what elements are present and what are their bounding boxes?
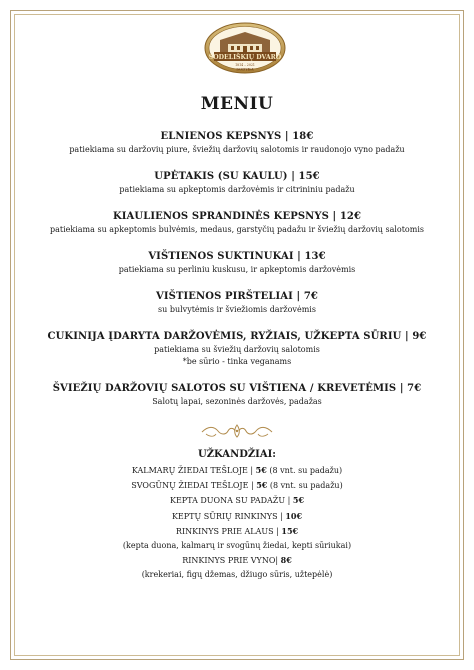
snack-name: KEPTŲ SŪRIŲ RINKINYS |	[171, 511, 286, 521]
snack-name: RINKINYS PRIE VYNO|	[182, 556, 281, 566]
snack-item	[0, 478, 474, 493]
snack-price: 10€	[285, 510, 303, 521]
menu-content	[0, 130, 474, 583]
menu-title: MENIU	[200, 94, 274, 114]
dish-description: patiekiama su apkeptomis daržovėmis ir citrininiu padažu	[119, 185, 355, 194]
logo-years-text: 1814 – 2021	[235, 63, 255, 67]
dish-name: CUKINIJA ĮDARYTA DARŽOVĖMIS, RYŽIAIS, UŽKEPTA SŪRIU | 9€	[47, 331, 427, 342]
snack-item	[0, 493, 474, 508]
snack-item	[0, 553, 474, 568]
snack-name: KEPTA DUONA SU PADAŽU |	[169, 496, 293, 506]
snack-item	[0, 509, 474, 524]
snack-name: RINKINYS PRIE ALAUS |	[175, 526, 282, 536]
snack-item	[0, 463, 474, 478]
dish-name: ŠVIEŽIŲ DARŽOVIŲ SALOTOS SU VIŠTIENA / KREVETĖMIS | 7€	[52, 383, 422, 394]
snack-note: (krekeriai, figų džemas, džiugo sūris, užtepėlė)	[141, 570, 333, 580]
snack-item-details	[0, 539, 474, 553]
flourish-divider-icon	[200, 422, 274, 440]
dish-description: patiekiama su apkeptomis bulvėmis, medaus, garstyčių padažu ir šviežių daržovių salotomis	[49, 225, 424, 234]
snack-note: (kepta duona, kalmarų ir svogūnų žiedai, kepti sūriukai)	[122, 541, 352, 551]
dish-name: UPĖTAKIS (SU KAULU) | 15€	[154, 171, 320, 182]
dish-item	[0, 382, 474, 408]
snack-price: 8€	[280, 555, 292, 566]
dish-description: patiekiama su daržovių piure, šviežių daržovių salotomis ir raudonojo vyno padažu	[69, 145, 405, 154]
dish-item	[0, 330, 474, 368]
logo-sub-text: SODYBA	[236, 67, 254, 72]
dish-name: ELNIENOS KEPSNYS | 18€	[160, 131, 314, 142]
dish-item	[0, 250, 474, 276]
snack-note: (8 vnt. su padažu)	[267, 481, 343, 491]
dish-name: KIAULIENOS SPRANDINĖS KEPSNYS | 12€	[112, 211, 362, 222]
snacks-heading: UŽKANDŽIAI:	[198, 449, 276, 460]
snack-note: (8 vnt. su padažu)	[266, 466, 343, 475]
dish-item	[0, 130, 474, 156]
snack-name: SVOGŪNŲ ŽIEDAI TEŠLOJE |	[131, 481, 257, 491]
snack-price: 5€	[292, 495, 305, 506]
dish-item	[0, 290, 474, 316]
snack-item	[0, 524, 474, 539]
dish-name: VIŠTIENOS SUKTINUKAI | 13€	[148, 251, 326, 262]
dish-item	[0, 210, 474, 236]
snack-price: 5€	[256, 480, 268, 491]
dish-description: patiekiama su šviežių daržovių salotomis	[154, 345, 320, 354]
logo-name-text: SODELIŠKIŲ DVARO	[208, 54, 282, 61]
dish-item	[0, 170, 474, 196]
dish-name: VIŠTIENOS PIRŠTELIAI | 7€	[156, 291, 318, 302]
dish-description: patiekiama su perliniu kuskusu, ir apkeptomis daržovėmis	[118, 265, 356, 274]
restaurant-logo	[204, 22, 286, 74]
snack-name: KALMARŲ ŽIEDAI TEŠLOJE |	[131, 466, 256, 475]
snack-item-details	[0, 568, 474, 582]
dish-vegan-note: *be sūrio - tinka veganams	[182, 357, 292, 366]
snack-price: 15€	[281, 525, 299, 536]
snack-price: 5€	[255, 465, 267, 475]
dish-description: su bulvytėmis ir šviežiomis daržovėmis	[158, 305, 316, 314]
dish-description: Salotų lapai, sezoninės daržovės, padažas	[152, 397, 322, 406]
